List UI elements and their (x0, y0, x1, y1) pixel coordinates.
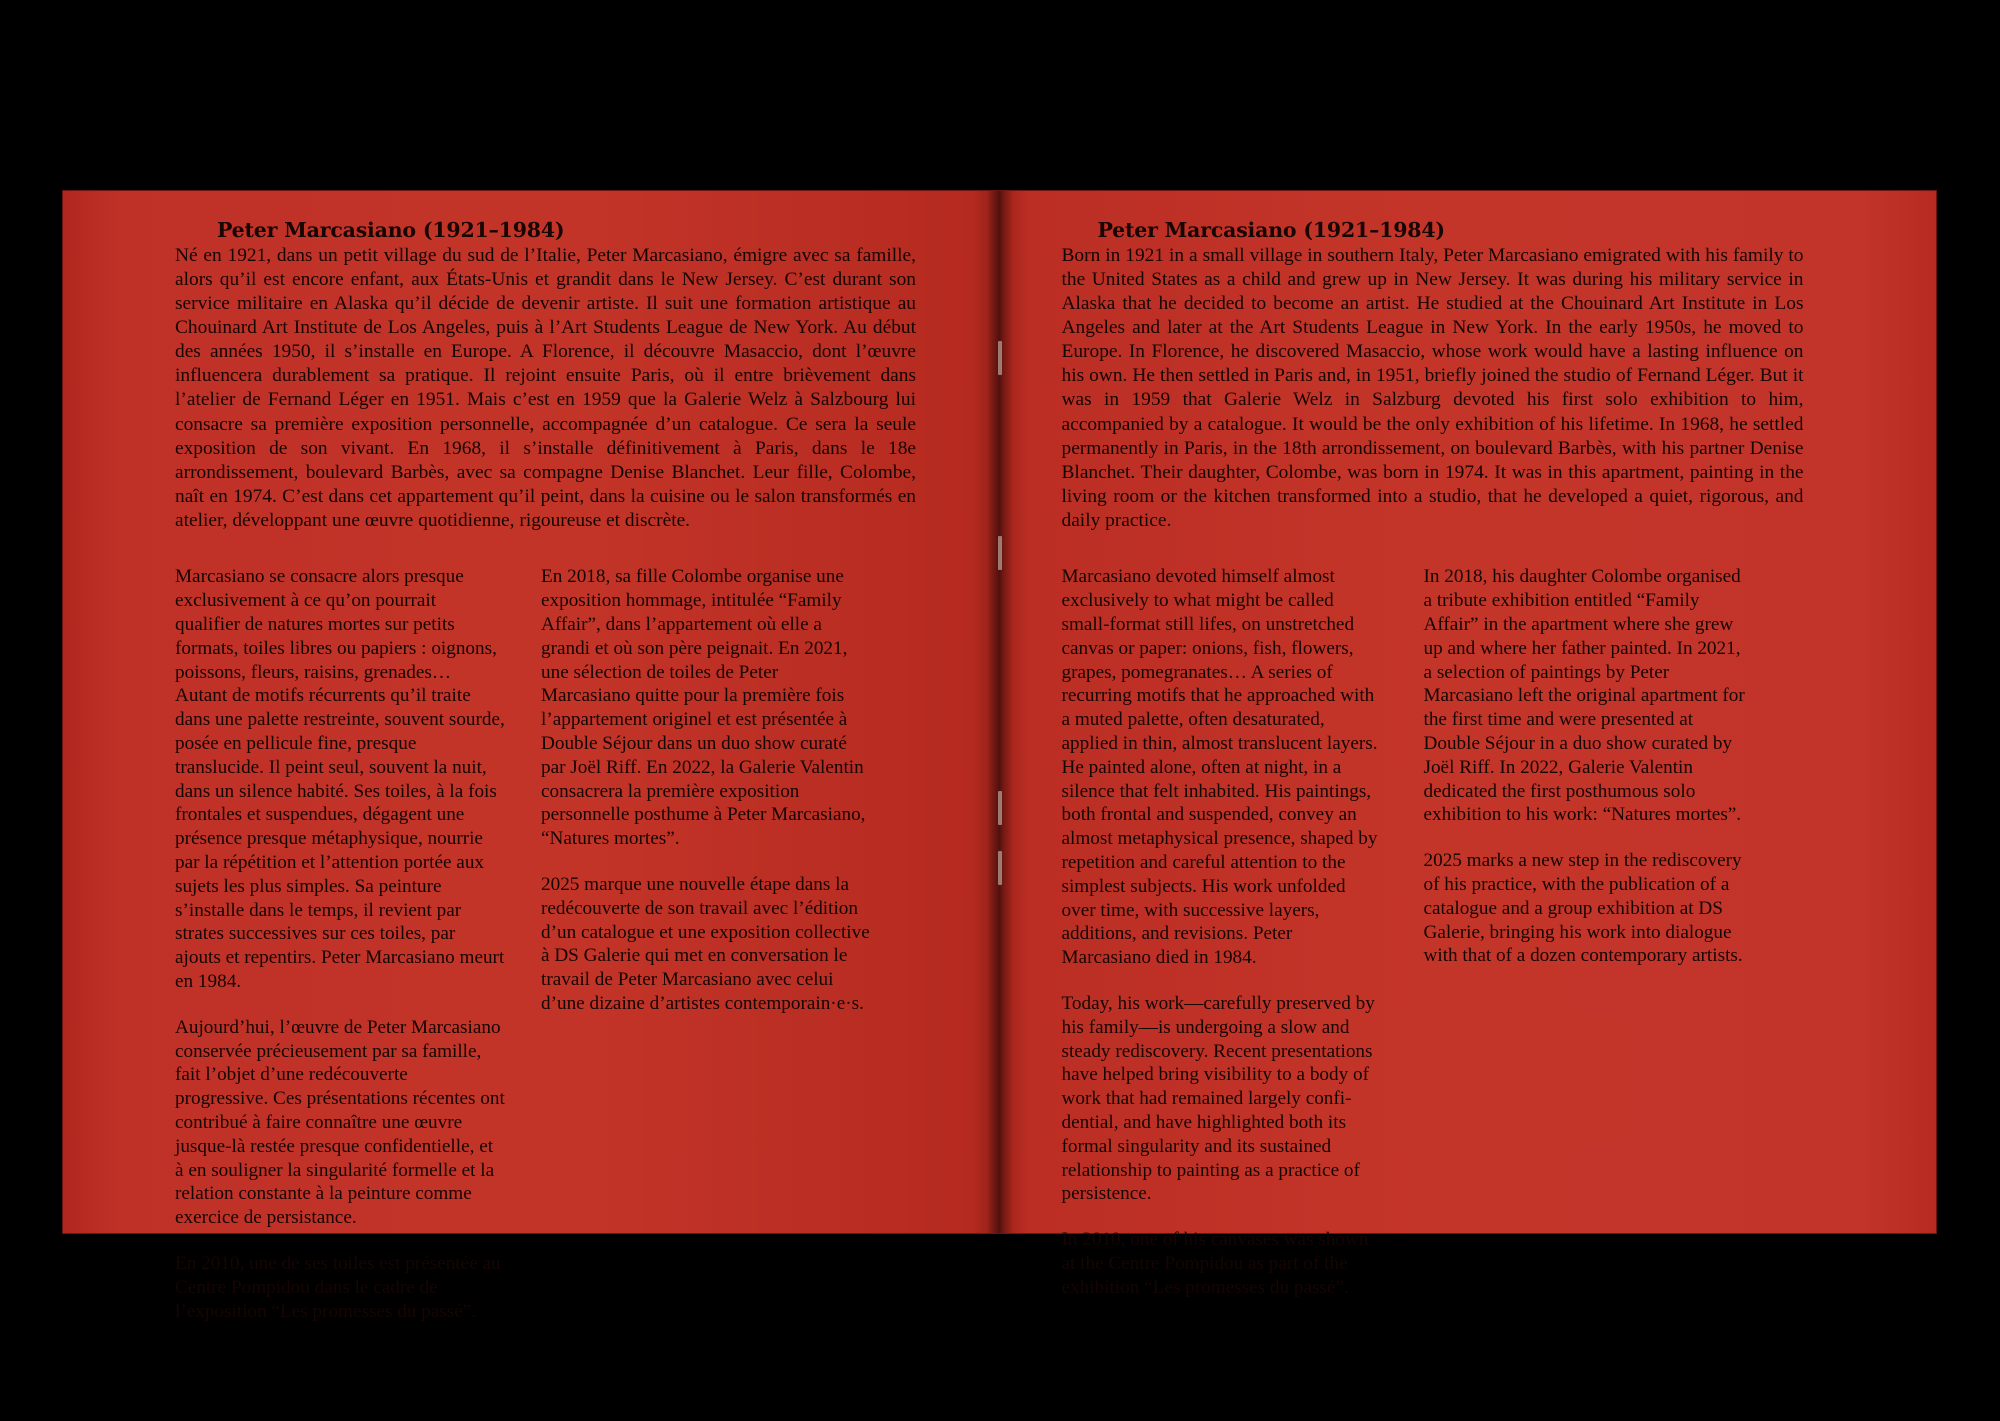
column-right-french (541, 565, 871, 1323)
lead-paragraph-english: Born in 1921 in a small village in southern Italy, Peter Marcasiano emigrated with his family to the United States as a child and grew up in New Jersey. It was during his military service in Alaska that he decided to become an artist. He studied at the Chouinard Art Institute in Los Angeles and later at the Art Students League in New York. In the early 1950s, he moved to Europe. In Florence, he discovered Masaccio, whose work would have a lasting influence on his own. He then settled in Paris and, in 1951, briefly joined the studio of Fernand Léger. But it was in 1959 that Galerie Welz in Salzburg devoted his first solo exhibition to him, accompanied by a catalogue. It would be the only exhibition of his lifetime. In 1968, he settled permanently in Paris, in the 18th arrondissement, on boulevard Barbès, with his partner Denise Blanchet. Their daughter, Colombe, was born in 1974. It was in this apartment, painting in the living room or the kitchen transformed into a studio, that he developed a quiet, rigorous, and daily practice. (1061, 244, 1804, 532)
page-title-english: Peter Marcasiano (1921–1984) (1097, 218, 1445, 242)
body-columns-french (175, 565, 920, 1323)
page-left-french (63, 191, 1000, 1322)
booklet-spread (63, 191, 1936, 1322)
body-columns-english (1062, 565, 1807, 1299)
paragraph: Today, his work—carefully preserved by his family—is undergoing a slow and steady rediscovery. Recent presentations have helped bring visibility to a body of work that had remained largely confidential, and have highlighted both its formal singularity and its sustained relationship to painting as a practice of persistence. (1061, 992, 1375, 1205)
column-left-english (1062, 565, 1384, 1299)
column-left-french (175, 565, 505, 1323)
paragraph: En 2010, une de ses toiles est présentée au Centre Pompidou dans le cadre de l’exposition “Les promesses du passé”. (175, 1252, 501, 1322)
paragraph: 2025 marque une nouvelle étape dans la redécouverte de son travail avec l’édition d’un catalogue et une exposition collective à DS Galerie qui met en conversation le travail de Peter Marcasiano avec celui d’une dizaine d’artistes contemporain·e·s. (541, 873, 870, 1014)
paragraph: In 2010, one of his canvases was shown at the Centre Pompidou as part of the exhibition “Les promesses du passé”. (1061, 1229, 1369, 1298)
page-right-english (1000, 191, 1937, 1298)
paragraph: Marcasiano devoted himself almost exclusively to what might be called small-format still lifes, on unstretched canvas or paper: onions, fish, flowers, grapes, pomegranates… A series of recurring motifs that he approached with a muted palette, often desaturated, applied in thin, almost translucent layers. He painted alone, often at night, in a silence that felt inhabited. His paintings, both frontal and suspended, convey an almost metaphysical presence, shaped by repetition and careful attention to the simplest subjects. His work unfolded over time, with successive layers, additions, and revisions. Peter Marcasiano died in 1984. (1061, 566, 1378, 969)
paragraph: En 2018, sa fille Colombe organise une exposition hommage, intitulée “Family Affair”, dans l’appartement où elle a grandi et où son père peignait. En 2021, une sélection de toiles de Peter Marcasiano quitte pour la première fois l’appartement originel et est présentée à Double Séjour dans un duo show curaté par Joël Riff. En 2022, la Galerie Valentin consacrera la première exposition personnelle posthume à Peter Marcasiano, “Natures mortes”. (541, 566, 866, 850)
lead-paragraph-french: Né en 1921, dans un petit village du sud de l’Italie, Peter Marcasiano, émigre avec sa famille, alors qu’il est encore enfant, aux États-Unis et grandit dans le New Jersey. C’est durant son service militaire en Alaska qu’il décide de devenir artiste. Il suit une formation artistique au Chouinard Art Institute de Los Angeles, puis à l’Art Students League de New York. Au début des années 1950, il s’installe en Europe. A Florence, il découvre Masaccio, dont l’œuvre influencera durablement sa pratique. Il rejoint ensuite Paris, où il entre brièvement dans l’atelier de Fernand Léger en 1951. Mais c’est en 1959 que la Galerie Welz à Salzbourg lui consacre sa première exposition personnelle, accompagnée d’un catalogue. Ce sera la seule exposition de son vivant. En 1968, il s’installe définitivement à Paris, dans le 18e arrondissement, boulevard Barbès, avec sa compagne Denise Blanchet. Leur fille, Colombe, naît en 1974. C’est dans cet appartement qu’il peint, dans la cuisine ou le salon transformés en atelier, développant une œuvre quotidienne, rigoureuse et discrète. (175, 244, 916, 532)
paragraph: Aujourd’hui, l’œuvre de Peter Marcasiano conservée précieusement par sa famille, fait l’objet d’une redécouverte progressive. Ces présentations récentes ont contribué à faire connaître une œuvre jusque-là restée presque confidentielle, et à en souligner la singularité formelle et la relation constante à la peinture comme exercice de persistance. (175, 1016, 505, 1229)
paragraph: In 2018, his daughter Colombe organised a tribute exhibition entitled “Family Affair” in the apartment where she grew up and where her father painted. In 2021, a selection of paintings by Peter Marcasiano left the original apartment for the first time and were presented at Double Séjour in a duo show curated by Joël Riff. In 2022, Galerie Valentin dedicated the first posthumous solo exhibition to his work: “Natures mortes”. (1423, 566, 1745, 826)
page-title-french: Peter Marcasiano (1921–1984) (217, 218, 565, 242)
paragraph: 2025 marks a new step in the rediscovery of his practice, with the publication of a catalogue and a group exhibition at DS Galerie, bringing his work into dialogue with that of a dozen contemporary artists. (1423, 850, 1743, 967)
paragraph: Marcasiano se consacre alors presque exclusivement à ce qu’on pourrait qualifier de natures mortes sur petits formats, toiles libres ou papiers : oignons, poissons, fleurs, raisins, grenades… Autant de motifs récurrents qu’il traite dans une palette restreinte, souvent sourde, posée en pellicule fine, presque translucide. Il peint seul, souvent la nuit, dans un silence habité. Ses toiles, à la fois frontales et suspendues, dégagent une présence presque métaphysique, nourrie par la répétition et l’attention portée aux sujets les plus simples. Sa peinture s’installe dans le temps, il revient par strates successives sur ces toiles, par ajouts et repentirs. Peter Marcasiano meurt en 1984. (175, 566, 505, 992)
column-right-english (1424, 565, 1746, 1299)
